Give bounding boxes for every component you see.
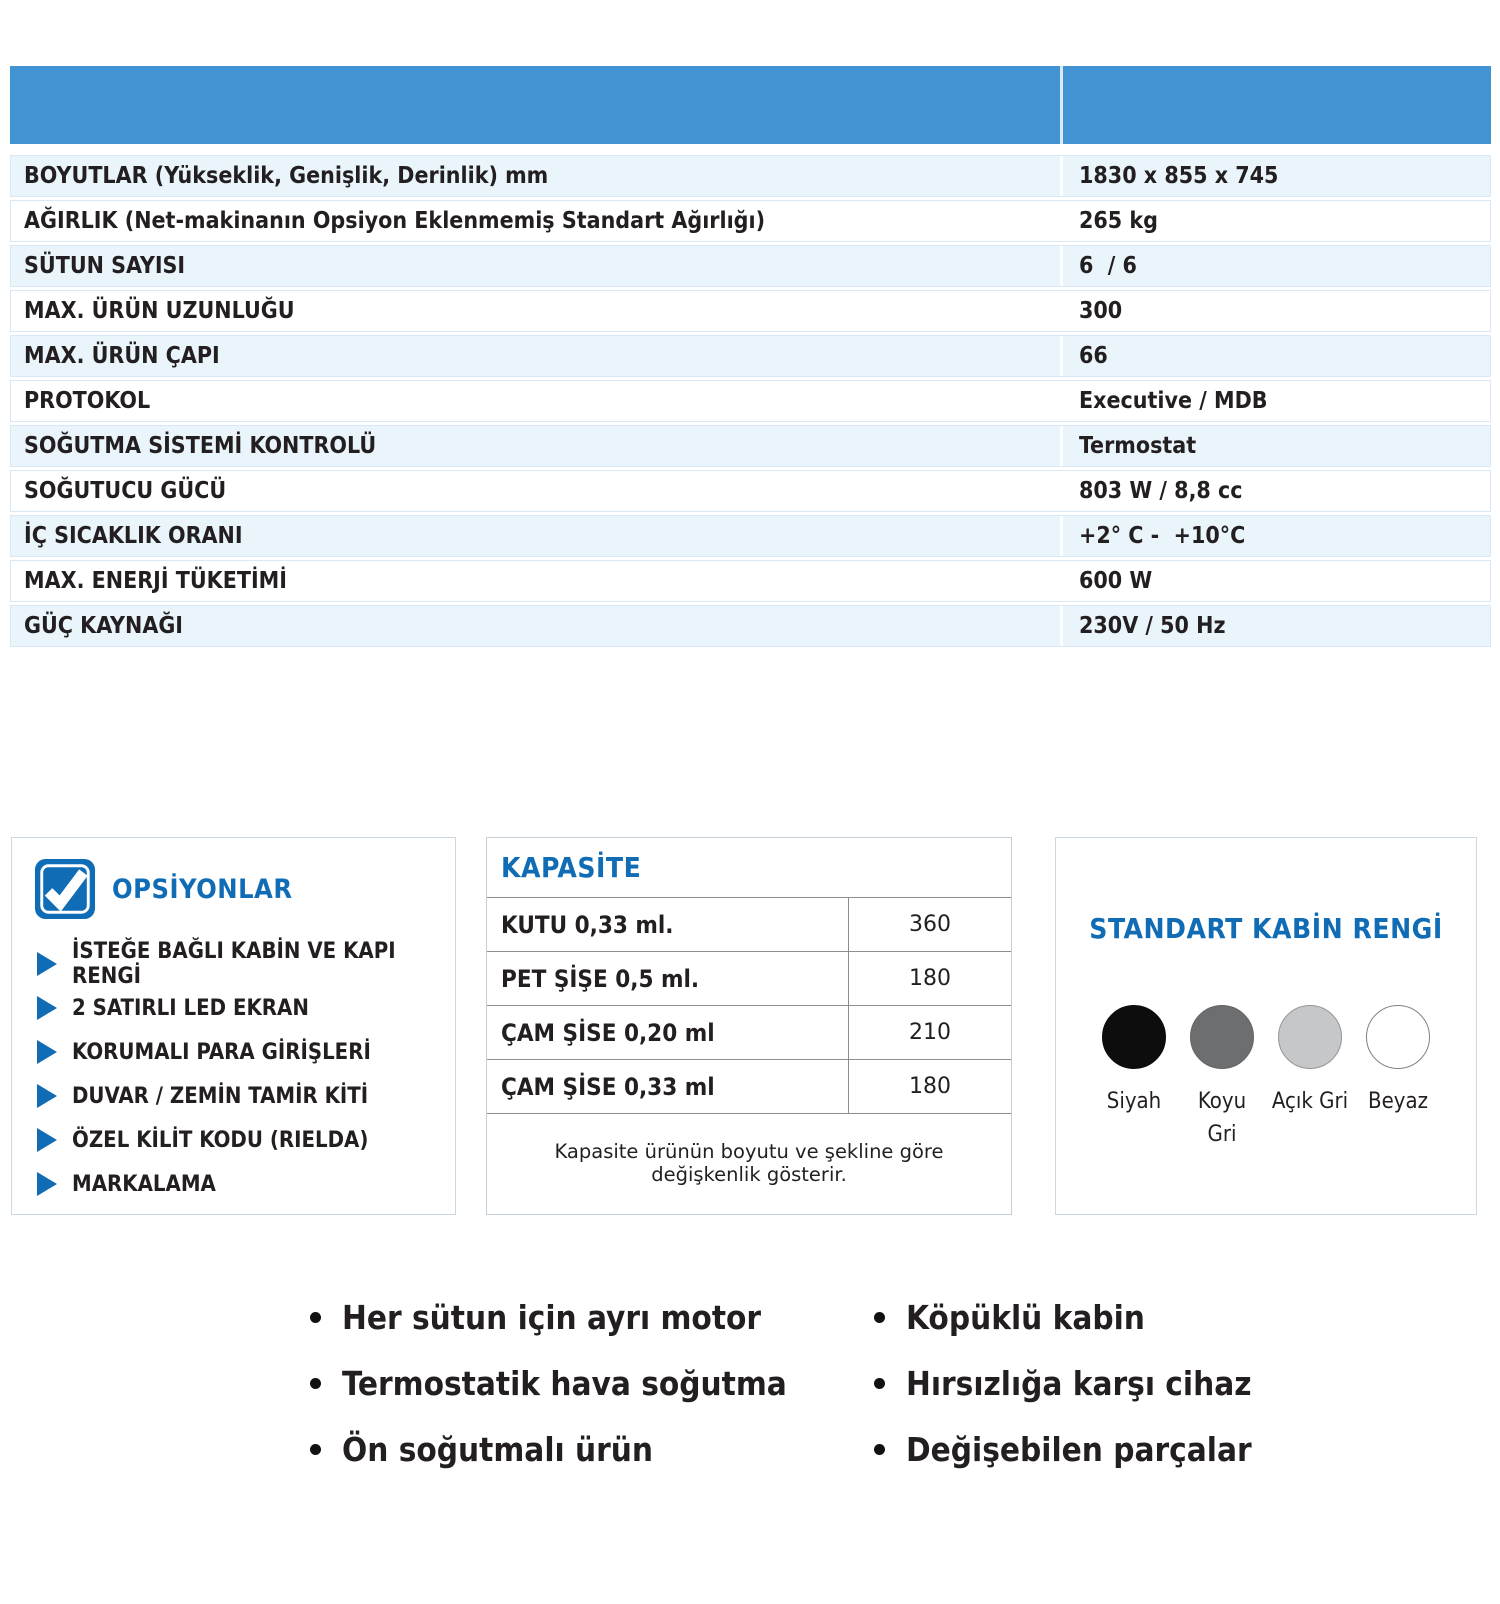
options-list-item	[12, 1118, 455, 1162]
spec-table-row	[10, 290, 1491, 332]
spec-row-value: 1830 x 855 x 745	[1079, 163, 1279, 189]
color-swatch-label: Beyaz	[1368, 1089, 1428, 1114]
options-item-label: 2 SATIRLI LED EKRAN	[72, 995, 309, 1021]
color-swatch-circle	[1190, 1005, 1254, 1069]
spec-table-row	[10, 155, 1491, 197]
color-swatch	[1271, 1005, 1349, 1151]
spec-table-row	[10, 560, 1491, 602]
feature-item-label: Değişebilen parçalar	[906, 1429, 1252, 1469]
feature-list-item	[874, 1427, 1252, 1471]
capacity-panel	[486, 837, 1012, 1215]
capacity-row-label: ÇAM ŞİSE 0,20 ml	[501, 1018, 715, 1047]
features-list-left	[310, 1295, 787, 1493]
spec-table-row	[10, 515, 1491, 557]
spec-table-row	[10, 425, 1491, 467]
spec-row-label: SOĞUTUCU GÜCÜ	[11, 471, 1063, 511]
spec-table-row	[10, 245, 1491, 287]
spec-row-value: 300	[1079, 298, 1123, 324]
capacity-row-label: KUTU 0,33 ml.	[501, 910, 674, 939]
triangle-bullet-icon	[37, 1172, 57, 1196]
checkbox-checked-icon	[34, 858, 96, 920]
color-swatch-label: Açık Gri	[1271, 1089, 1349, 1114]
spec-table-header-right-cell	[1063, 66, 1491, 144]
options-list-item	[12, 1030, 455, 1074]
feature-list-item	[310, 1295, 787, 1339]
spec-row-label: MAX. ENERJİ TÜKETİMİ	[11, 561, 1063, 601]
cabinet-colors-panel	[1055, 837, 1477, 1215]
spec-row-value: 600 W	[1079, 568, 1153, 594]
spec-row-value: Executive / MDB	[1079, 388, 1268, 414]
options-list-item	[12, 939, 455, 989]
feature-item-label: Hırsızlığa karşı cihaz	[906, 1363, 1252, 1403]
spec-row-label: MAX. ÜRÜN UZUNLUĞU	[11, 291, 1063, 331]
round-bullet-icon	[310, 1312, 321, 1323]
spec-row-value: 803 W / 8,8 cc	[1079, 478, 1243, 504]
spec-row-value: Termostat	[1079, 433, 1197, 459]
features-list-right	[874, 1295, 1252, 1493]
options-item-label: KORUMALI PARA GİRİŞLERİ	[72, 1039, 371, 1065]
options-panel-header	[34, 858, 455, 920]
color-swatch-circle	[1366, 1005, 1430, 1069]
options-item-label: MARKALAMA	[72, 1171, 216, 1197]
options-item-label: ÖZEL KİLİT KODU (RIELDA)	[72, 1127, 369, 1153]
spec-row-label: MAX. ÜRÜN ÇAPI	[11, 336, 1063, 376]
round-bullet-icon	[874, 1444, 885, 1455]
triangle-bullet-icon	[37, 1084, 57, 1108]
capacity-row-label: PET ŞİŞE 0,5 ml.	[501, 964, 700, 993]
capacity-table-row	[487, 1060, 1011, 1114]
color-swatch	[1359, 1005, 1437, 1151]
options-list	[12, 939, 455, 1206]
feature-list-item	[310, 1361, 787, 1405]
feature-item-label: Termostatik hava soğutma	[342, 1363, 787, 1403]
options-list-item	[12, 1074, 455, 1118]
round-bullet-icon	[874, 1312, 885, 1323]
feature-item-label: Köpüklü kabin	[906, 1297, 1145, 1337]
options-item-label: İSTEĞE BAĞLI KABİN VE KAPI RENGİ	[72, 939, 396, 989]
capacity-panel-title: KAPASİTE	[487, 838, 1011, 898]
color-swatch-row	[1056, 1005, 1476, 1151]
spec-table-row	[10, 605, 1491, 647]
spec-table	[10, 66, 1491, 650]
capacity-table-row	[487, 898, 1011, 952]
options-list-item	[12, 986, 455, 1030]
spec-table-row	[10, 335, 1491, 377]
capacity-table	[487, 898, 1011, 1114]
capacity-table-row	[487, 1006, 1011, 1060]
triangle-bullet-icon	[37, 996, 57, 1020]
spec-row-value: 230V / 50 Hz	[1079, 613, 1226, 639]
color-swatch	[1183, 1005, 1261, 1151]
capacity-row-value: 210	[848, 1006, 1011, 1059]
feature-item-label: Her sütun için ayrı motor	[342, 1297, 762, 1337]
options-list-item	[12, 1162, 455, 1206]
capacity-note: Kapasite ürünün boyutu ve şekline göre değişkenlik gösterir.	[554, 1140, 944, 1186]
spec-row-label: BOYUTLAR (Yükseklik, Genişlik, Derinlik) mm	[11, 156, 1063, 196]
capacity-table-row	[487, 952, 1011, 1006]
spec-row-value: +2° C - +10°C	[1079, 523, 1246, 549]
spec-row-value: 6 / 6	[1079, 253, 1137, 279]
color-swatch	[1095, 1005, 1173, 1151]
round-bullet-icon	[310, 1378, 321, 1389]
spec-table-row	[10, 200, 1491, 242]
color-swatch-label: Koyu Gri	[1197, 1089, 1247, 1147]
feature-item-label: Ön soğutmalı ürün	[342, 1429, 654, 1469]
options-panel	[11, 837, 456, 1215]
options-item-label: DUVAR / ZEMİN TAMİR KİTİ	[72, 1083, 369, 1109]
spec-table-row	[10, 470, 1491, 512]
spec-row-label: SOĞUTMA SİSTEMİ KONTROLÜ	[11, 426, 1063, 466]
spec-row-label: AĞIRLIK (Net-makinanın Opsiyon Eklenmemiş Standart Ağırlığı)	[11, 201, 1063, 241]
color-swatch-circle	[1278, 1005, 1342, 1069]
color-swatch-label: Siyah	[1106, 1089, 1162, 1114]
round-bullet-icon	[310, 1444, 321, 1455]
capacity-row-value: 180	[848, 1060, 1011, 1113]
options-panel-title: OPSİYONLAR	[112, 873, 293, 905]
spec-row-label: İÇ SICAKLIK ORANI	[11, 516, 1063, 556]
feature-list-item	[874, 1361, 1252, 1405]
spec-table-header	[10, 66, 1491, 144]
spec-table-header-left-cell	[10, 66, 1063, 144]
spec-table-row	[10, 380, 1491, 422]
spec-row-label: SÜTUN SAYISI	[11, 246, 1063, 286]
feature-list-item	[874, 1295, 1252, 1339]
round-bullet-icon	[874, 1378, 885, 1389]
spec-row-label: GÜÇ KAYNAĞI	[11, 606, 1063, 646]
triangle-bullet-icon	[37, 1040, 57, 1064]
triangle-bullet-icon	[37, 952, 57, 976]
spec-table-body	[10, 155, 1491, 647]
cabinet-colors-title: STANDART KABİN RENGİ	[1089, 912, 1443, 945]
capacity-row-value: 360	[848, 898, 1011, 951]
color-swatch-circle	[1102, 1005, 1166, 1069]
spec-row-label: PROTOKOL	[11, 381, 1063, 421]
triangle-bullet-icon	[37, 1128, 57, 1152]
capacity-row-label: ÇAM ŞİSE 0,33 ml	[501, 1072, 715, 1101]
spec-row-value: 66	[1079, 343, 1108, 369]
feature-list-item	[310, 1427, 787, 1471]
spec-row-value: 265 kg	[1079, 208, 1158, 234]
capacity-row-value: 180	[848, 952, 1011, 1005]
